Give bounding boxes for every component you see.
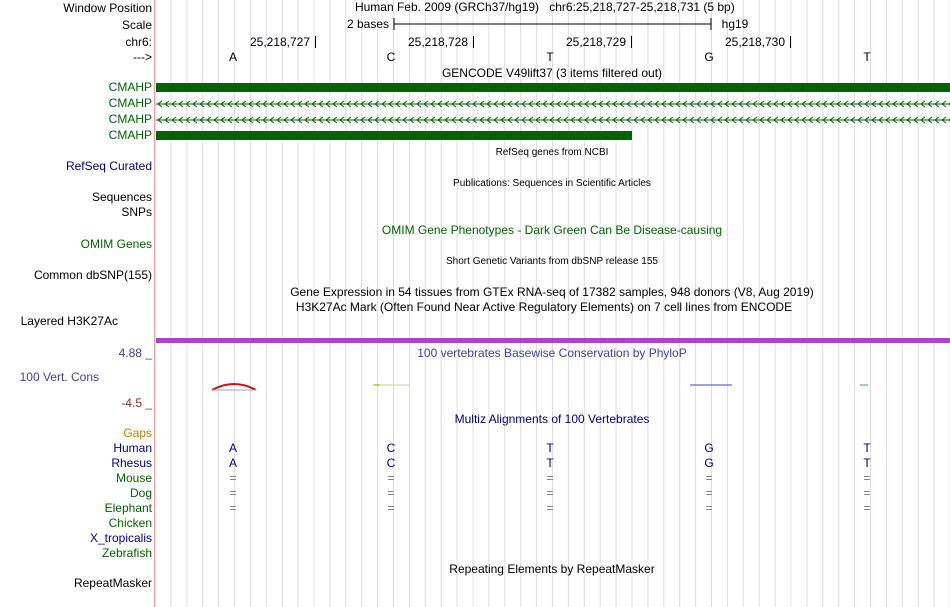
species-label-rhesus[interactable]: Rhesus: [111, 456, 152, 470]
reference-base: A: [228, 50, 238, 64]
alignment-base: =: [229, 501, 237, 515]
alignment-base: T: [546, 441, 554, 455]
reference-base: G: [704, 50, 714, 64]
species-label-dog[interactable]: Dog: [129, 486, 152, 500]
coordinate-tick: [315, 36, 316, 48]
alignment-base: =: [387, 501, 395, 515]
species-label-x-tropicalis[interactable]: X_tropicalis: [89, 531, 152, 545]
reference-base: T: [546, 50, 554, 64]
coordinate-tick: [790, 36, 791, 48]
repeatmasker-track-label[interactable]: RepeatMasker: [73, 576, 152, 590]
h3k27ac-track-label[interactable]: Layered H3K27Ac: [20, 314, 118, 328]
chrom-label: chr6:: [125, 35, 152, 49]
db-label: hg19: [721, 17, 749, 31]
species-label-mouse[interactable]: Mouse: [115, 471, 152, 485]
alignment-base: =: [546, 471, 554, 485]
gencode-item-label-4[interactable]: CMAHP: [108, 128, 152, 142]
phylop-track-title[interactable]: 100 vertebrates Basewise Conservation by PhyloP: [417, 346, 687, 360]
multiz-track-title[interactable]: Multiz Alignments of 100 Vertebrates: [454, 412, 650, 426]
gencode-item-label-3[interactable]: CMAHP: [108, 112, 152, 126]
scale-label: Scale: [121, 18, 152, 32]
assembly-title[interactable]: Human Feb. 2009 (GRCh37/hg19): [354, 0, 540, 14]
alignment-base: =: [387, 471, 395, 485]
position-range[interactable]: chr6:25,218,727-25,218,731 (5 bp): [549, 0, 735, 14]
gencode-exon-bar-1[interactable]: [156, 83, 950, 92]
scale-text: 2 bases: [346, 17, 390, 31]
omim-track-title[interactable]: OMIM Gene Phenotypes - Dark Green Can Be Disease-causing: [381, 223, 723, 237]
alignment-base: T: [863, 441, 871, 455]
species-label-chicken[interactable]: Chicken: [108, 516, 152, 530]
alignment-base: =: [546, 501, 554, 515]
coordinate-tick: [631, 36, 632, 48]
dbsnp-track-label[interactable]: Common dbSNP(155): [33, 268, 152, 282]
snps-track-label[interactable]: SNPs: [121, 205, 152, 219]
coordinate-label: 25,218,730: [724, 35, 786, 49]
alignment-base: =: [229, 471, 237, 485]
reference-base: C: [386, 50, 396, 64]
species-label-zebrafish[interactable]: Zebrafish: [101, 546, 152, 560]
alignment-base: =: [863, 486, 871, 500]
gtex-track-title[interactable]: Gene Expression in 54 tissues from GTEx RNA-seq of 17382 samples, 948 donors (V8, Aug 2019): [290, 285, 814, 299]
coordinate-tick: [473, 36, 474, 48]
reference-base: T: [863, 50, 871, 64]
alignment-base: =: [705, 471, 713, 485]
alignment-base: =: [387, 486, 395, 500]
scale-bar: [393, 17, 713, 33]
gencode-exon-bar-4[interactable]: [156, 131, 632, 140]
phylop-track-label[interactable]: 100 Vert. Cons: [19, 370, 99, 384]
strand-label: --->: [133, 50, 152, 64]
refseq-track-title[interactable]: RefSeq genes from NCBI: [495, 147, 609, 158]
gencode-item-label-2[interactable]: CMAHP: [108, 96, 152, 110]
publications-track-title[interactable]: Publications: Sequences in Scientific Articles: [453, 178, 651, 189]
sequences-track-label[interactable]: Sequences: [91, 190, 152, 204]
gencode-track-title[interactable]: GENCODE V49lift37 (3 items filtered out): [441, 66, 663, 80]
h3k27ac-signal-bar[interactable]: [156, 338, 950, 343]
alignment-base: =: [863, 471, 871, 485]
alignment-base: G: [704, 441, 714, 455]
alignment-base: =: [546, 486, 554, 500]
omim-track-label[interactable]: OMIM Genes: [80, 237, 152, 251]
alignment-base: A: [228, 441, 238, 455]
alignment-base: T: [863, 456, 871, 470]
alignment-base: G: [704, 456, 714, 470]
coordinate-label: 25,218,729: [565, 35, 627, 49]
coordinate-label: 25,218,727: [249, 35, 311, 49]
phylop-signal[interactable]: [156, 378, 950, 398]
window-position-label: Window Position: [63, 1, 152, 15]
species-label-human[interactable]: Human: [113, 441, 152, 455]
alignment-base: =: [229, 486, 237, 500]
alignment-base: C: [386, 441, 396, 455]
species-label-elephant[interactable]: Elephant: [104, 501, 152, 515]
coordinate-label: 25,218,728: [407, 35, 469, 49]
gencode-intron-2[interactable]: [156, 98, 950, 110]
alignment-base: =: [705, 486, 713, 500]
alignment-base: T: [546, 456, 554, 470]
alignment-base: C: [386, 456, 396, 470]
alignment-base: A: [228, 456, 238, 470]
h3k27ac-track-title[interactable]: H3K27Ac Mark (Often Found Near Active Regulatory Elements) on 7 cell lines from ENCODE: [295, 300, 793, 314]
phylop-max-label: 4.88 _: [118, 346, 152, 360]
alignment-base: =: [863, 501, 871, 515]
phylop-min-label: -4.5 _: [121, 396, 152, 410]
gencode-intron-3[interactable]: [156, 114, 950, 126]
gencode-item-label-1[interactable]: CMAHP: [108, 80, 152, 94]
species-label-gaps[interactable]: Gaps: [123, 426, 152, 440]
dbsnp-track-title[interactable]: Short Genetic Variants from dbSNP release 155: [446, 256, 658, 267]
track-label-divider: [154, 0, 155, 607]
repeatmasker-track-title[interactable]: Repeating Elements by RepeatMasker: [449, 562, 655, 576]
alignment-base: =: [705, 501, 713, 515]
refseq-track-label[interactable]: RefSeq Curated: [65, 159, 152, 173]
